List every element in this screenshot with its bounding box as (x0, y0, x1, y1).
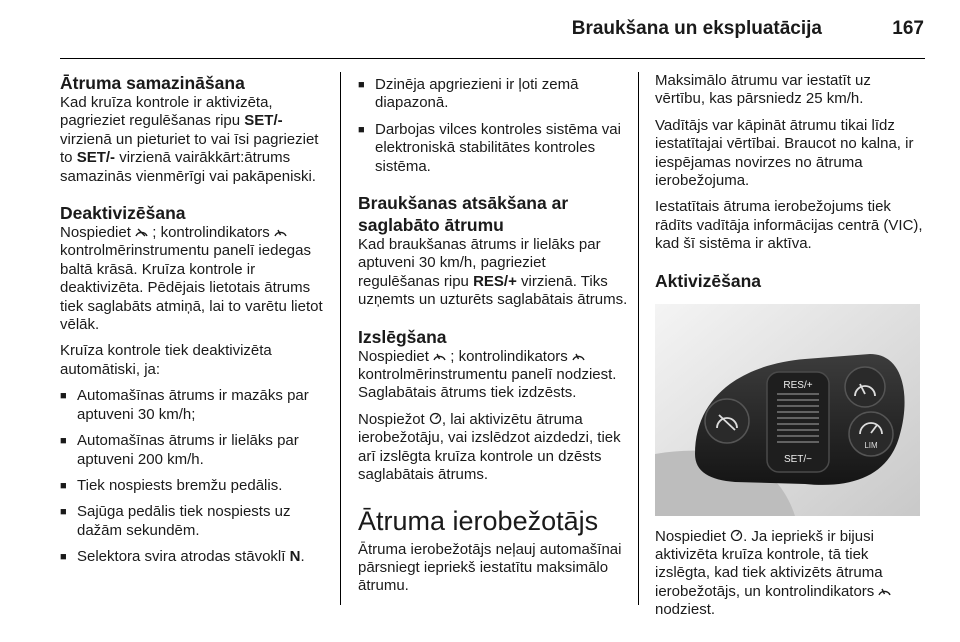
steering-wheel-controls-image (655, 304, 920, 516)
text: virzienā un pieturiet to vai īsi pagrieziet to (60, 130, 319, 167)
cruise-indicator-icon (433, 348, 446, 366)
list-item (60, 548, 330, 566)
cruise-indicator-icon (274, 224, 287, 242)
text: . (300, 548, 305, 566)
text: Nospiediet (655, 527, 726, 545)
list-item: ■ Sajūga pedālis tiek nospiests uz dažām sekundēm. (60, 503, 330, 540)
text: nodziest. (655, 601, 716, 619)
lim-image-label: LIM (864, 440, 878, 450)
list-item: ■ Automašīnas ātrums ir mazāks par aptuveni 30 km/h; (60, 387, 330, 424)
heading-resume: Braukšanas atsākšana ar saglabāto ātrumu (358, 193, 569, 236)
res-plus-image-label: RES/+ (783, 379, 813, 391)
res-plus-label: RES/+ (473, 272, 517, 290)
cruise-on-button (845, 367, 885, 407)
column-2 (358, 72, 628, 596)
list-item: ■ Dzinēja apgriezieni ir ļoti zemā diapazonā. (358, 76, 628, 113)
column-divider (340, 72, 341, 605)
heading-deactivation: Deaktivizēšana (60, 203, 186, 224)
cruise-indicator-icon (572, 348, 585, 366)
deact-paragraph (60, 224, 330, 334)
text: kontrolmērinstrumentu panelī nodziest. Saglabātais ātrums tiek izdzēsts. (358, 366, 617, 402)
text: Selektora svira atrodas stāvoklī (77, 548, 286, 566)
text: virzienā. Tiks uzņemts un uzturēts saglabātais ātrums. (358, 272, 628, 309)
list-item: ■ Automašīnas ātrums ir lielāks par aptuveni 200 km/h. (60, 432, 330, 469)
text: Kad kruīza kontrole ir aktivizēta, pagrieziet regulēšanas ripu (60, 94, 273, 130)
deact-conditions-list (60, 387, 330, 566)
cruise-indicator-icon (878, 583, 891, 601)
resume-paragraph (358, 236, 628, 310)
text: kontrolmērinstrumentu panelī iedegas baltā krāsā. Kruīza kontrole ir deaktivizēta. Pēdējais lietotais ātrums tiek saglabāts atmiņā, lai to varētu lietot vēlāk. (60, 242, 323, 334)
heading-speed-limiter: Ātruma ierobežotājs (358, 505, 599, 536)
text: , lai aktivizētu ātruma ierobežotāju, vai izslēdzot aizdedzi, tiek arī izslēgta kruīza kontrole un dzēsts saglabātais ātrums. (358, 410, 621, 484)
page-number: 167 (892, 18, 924, 39)
text: virzienā vairākkārt:ātrums samazinās vienmērīgi vai pakāpeniski. (60, 149, 316, 185)
text: Nospiediet (358, 347, 429, 365)
deact-conditions-list-cont (358, 76, 628, 176)
list-item: ■ Tiek nospiests bremžu pedālis. (60, 477, 330, 495)
limiter-p1: Maksimālo ātrumu var iestatīt uz vērtību, kas pārsniedz 25 km/h. (655, 72, 871, 108)
set-minus-label: SET/- (244, 112, 283, 130)
auto-deact-text: Kruīza kontrole tiek deaktivizēta automātiski, ja: (60, 342, 272, 378)
gear-n-label: N (289, 548, 301, 566)
heading-activation: Aktivizēšana (655, 270, 762, 291)
limiter-paragraph: Ātruma ierobežotājs neļauj automašīnai pārsniegt iepriekš iestatītu maksimālo ātrumu. (358, 540, 622, 595)
set-minus-label: SET/- (76, 149, 116, 167)
list-item: ■ Darbojas vilces kontroles sistēma vai elektroniskā stabilitātes kontroles sistēma. (358, 121, 628, 176)
heading-speed-reduction: Ātruma samazināšana (60, 73, 245, 93)
off-paragraph (358, 348, 628, 403)
cruise-cancel-icon (135, 224, 148, 242)
header-title: Braukšana un ekspluatācija (571, 18, 822, 39)
text: Nospiediet (60, 224, 131, 242)
column-1 (60, 72, 330, 567)
off-paragraph-2 (358, 411, 628, 485)
text: Kad braukšanas ātrums ir lielāks par aptuveni 30 km/h, pagrieziet regulēšanas ripu (358, 236, 601, 290)
activation-paragraph (655, 528, 925, 620)
header-rule (60, 58, 925, 59)
text: Nospiežot (358, 410, 425, 428)
text: ; kontrolindikators (450, 347, 568, 365)
column-3 (655, 72, 925, 620)
heading-switch-off: Izslēgšana (358, 326, 447, 347)
set-minus-image-label: SET/− (783, 453, 813, 465)
reduce-paragraph (60, 94, 330, 186)
text: ; kontrolindikators (152, 224, 270, 242)
limiter-p3: Iestatītais ātruma ierobežojums tiek rādīts vadītāja informācijas centrā (VIC), kad šī sistēma ir aktīva. (655, 198, 923, 253)
text: . Ja iepriekš ir bijusi aktivizēta kruīza kontrole, tā tiek izslēgta, kad tiek aktivizēts ātruma ierobežotājs, un kontrolindikators (655, 527, 883, 600)
column-divider (638, 72, 639, 605)
speed-limiter-icon (730, 528, 743, 546)
limiter-p2: Vadītājs var kāpināt ātrumu tikai līdz iestatītajai vērtībai. Braucot no kalna, ir iespējamas novirzes no ātruma ierobežojuma. (655, 116, 914, 190)
cancel-button (705, 399, 749, 443)
speed-limiter-icon (429, 411, 442, 429)
